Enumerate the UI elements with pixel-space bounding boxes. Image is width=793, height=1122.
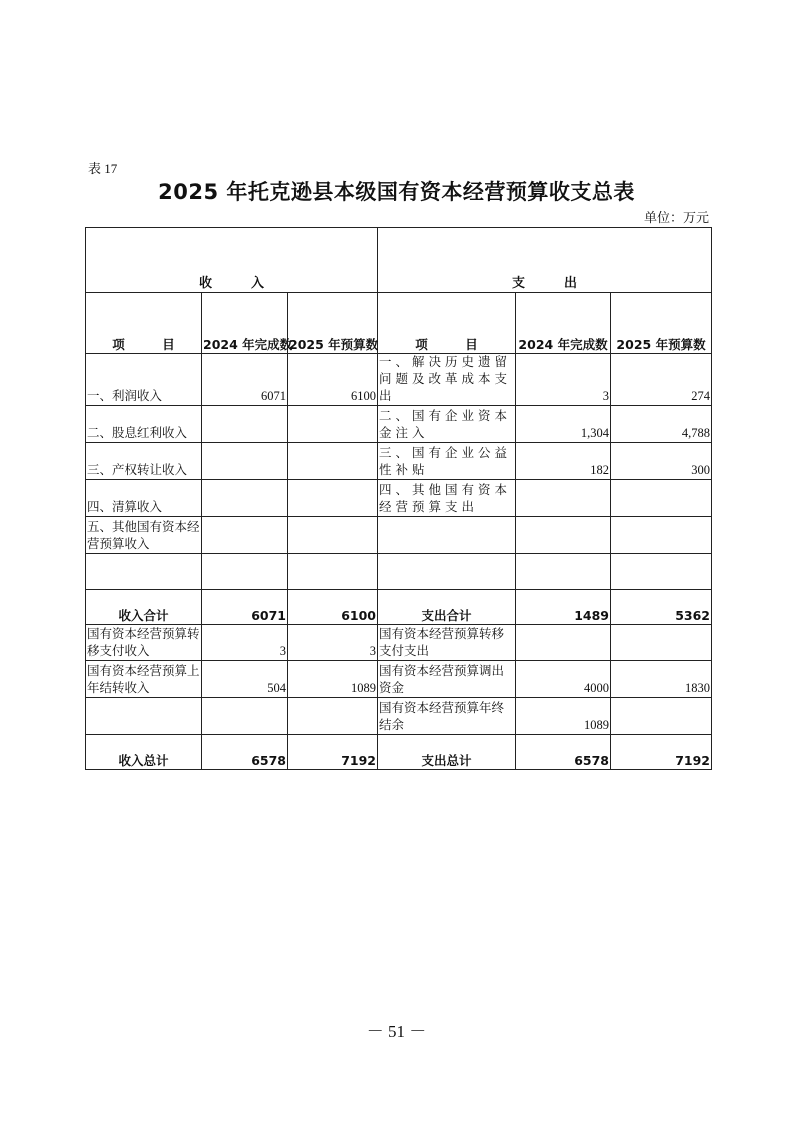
income-2025-value: 6100 [288,354,378,406]
income-item: 国有资本经营预算转移支付收入 [86,625,202,661]
expense-item: 国有资本经营预算转移支付支出 [378,625,516,661]
table-row [86,406,712,443]
income-2024-value [202,698,288,735]
income-subtotal-label: 收入合计 [86,590,202,625]
income-total-label: 收入总计 [86,735,202,770]
expense-2024-value [516,554,611,590]
income-subtotal-2024: 6071 [202,590,288,625]
income-2025-value [288,517,378,554]
income-item: 五、其他国有资本经营预算收入 [86,517,202,554]
expense-2024-value [516,480,611,517]
column-header-row [86,293,712,354]
income-item: 四、清算收入 [86,480,202,517]
income-2025-value: 1089 [288,661,378,698]
table-row [86,661,712,698]
income-2025-value [288,554,378,590]
income-2024-value: 6071 [202,354,288,406]
subtotal-row [86,590,712,625]
expense-2024-value: 3 [516,354,611,406]
income-subtotal-2025: 6100 [288,590,378,625]
income-2025-value [288,480,378,517]
income-2025-value [288,406,378,443]
table-row [86,480,712,517]
expense-item: 国有资本经营预算调出资金 [378,661,516,698]
expense-total-label: 支出总计 [378,735,516,770]
table-row [86,625,712,661]
expense-item [378,517,516,554]
income-2024-value: 3 [202,625,288,661]
income-2024-value: 504 [202,661,288,698]
page-title: 2025 年托克逊县本级国有资本经营预算收支总表 [158,180,635,204]
grand-total-row [86,735,712,770]
expense-item: 四、其他国有资本经营预算支出 [378,480,516,517]
expense-2025-header: 2025 年预算数 [611,293,712,354]
income-2024-value [202,443,288,480]
income-item: 一、利润收入 [86,354,202,406]
section-header-row [86,228,712,293]
table-row [86,554,712,590]
expense-item: 三、国有企业公益性补贴 [378,443,516,480]
expense-subtotal-label: 支出合计 [378,590,516,625]
expense-2024-value: 182 [516,443,611,480]
income-item: 三、产权转让收入 [86,443,202,480]
expense-section-header: 支 出 [378,228,712,293]
expense-item-header: 项 目 [378,293,516,354]
income-2025-value [288,698,378,735]
income-2024-value [202,406,288,443]
expense-2024-value: 1,304 [516,406,611,443]
expense-2025-value: 274 [611,354,712,406]
expense-2025-value [611,698,712,735]
income-item: 二、股息红利收入 [86,406,202,443]
income-2025-value [288,443,378,480]
expense-2024-value [516,517,611,554]
table-row [86,698,712,735]
expense-2025-value [611,554,712,590]
expense-2025-value: 300 [611,443,712,480]
income-2024-value [202,517,288,554]
expense-2024-value: 1089 [516,698,611,735]
expense-2025-value: 1830 [611,661,712,698]
income-total-2025: 7192 [288,735,378,770]
expense-2025-value [611,517,712,554]
budget-table [85,227,712,770]
income-item-header: 项 目 [86,293,202,354]
expense-2024-value: 4000 [516,661,611,698]
table-row [86,517,712,554]
unit-label: 单位：万元 [643,210,709,225]
expense-2024-value [516,625,611,661]
expense-total-2024: 6578 [516,735,611,770]
income-item [86,698,202,735]
expense-item: 国有资本经营预算年终结余 [378,698,516,735]
expense-2025-value: 4,788 [611,406,712,443]
expense-total-2025: 7192 [611,735,712,770]
income-2024-header: 2024 年完成数 [202,293,288,354]
expense-2025-value [611,625,712,661]
income-2025-header: 2025 年预算数 [288,293,378,354]
expense-item: 一、解决历史遗留问题及改革成本支出 [378,354,516,406]
expense-subtotal-2025: 5362 [611,590,712,625]
expense-2024-header: 2024 年完成数 [516,293,611,354]
table-row [86,443,712,480]
income-2024-value [202,554,288,590]
income-section-header: 收 入 [86,228,378,293]
expense-item [378,554,516,590]
expense-2025-value [611,480,712,517]
income-2025-value: 3 [288,625,378,661]
table-label: 表 17 [88,161,118,176]
income-2024-value [202,480,288,517]
income-item [86,554,202,590]
page-number: － 51 － [366,1022,427,1041]
income-item: 国有资本经营预算上年结转收入 [86,661,202,698]
expense-item: 二、国有企业资本金注入 [378,406,516,443]
table-row [86,354,712,406]
income-total-2024: 6578 [202,735,288,770]
expense-subtotal-2024: 1489 [516,590,611,625]
